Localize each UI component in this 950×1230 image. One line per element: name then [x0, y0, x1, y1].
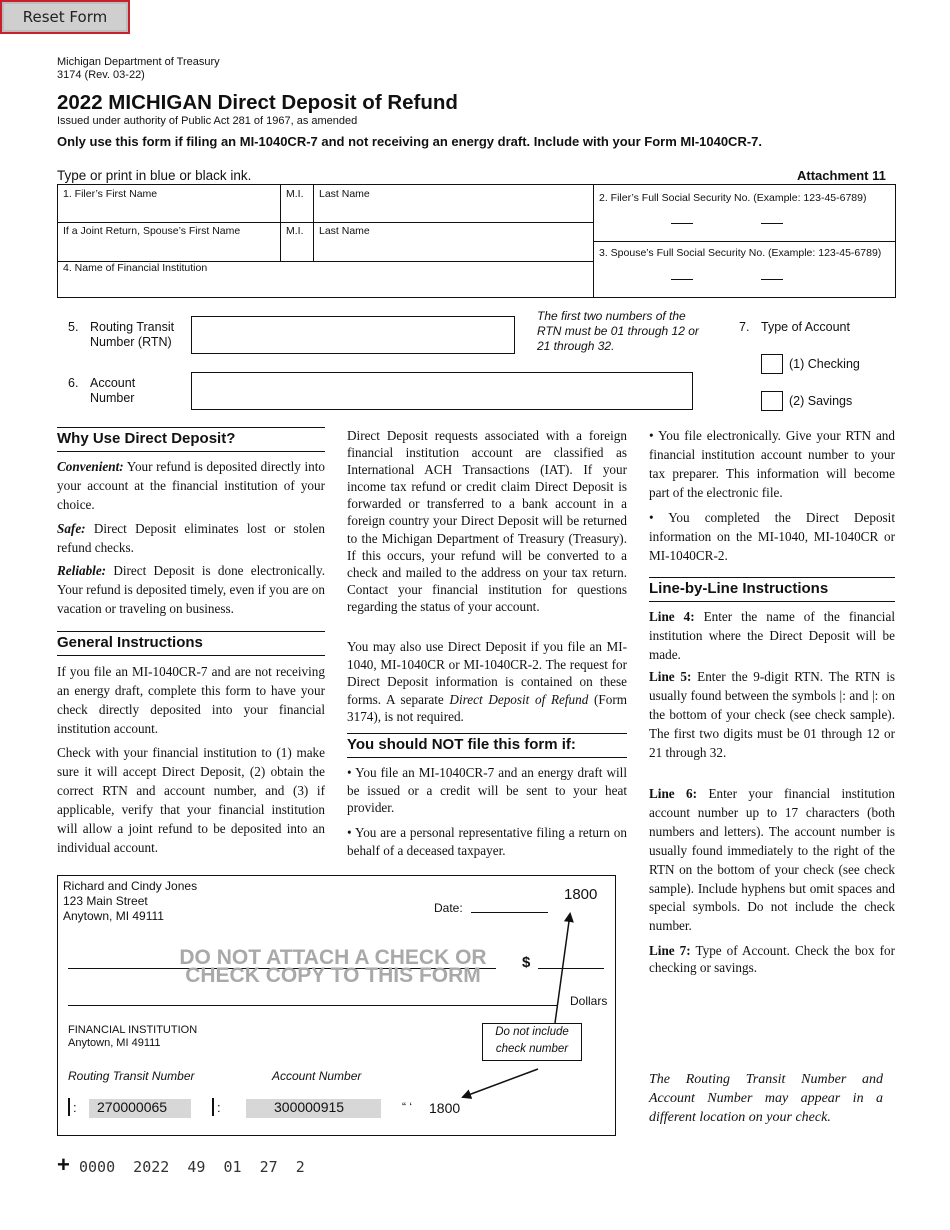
micr-check-number: 1800: [429, 1100, 461, 1116]
iat-paragraph: Direct Deposit requests associated with a foreign financial institution account are classified as International ACH Transactions (IAT). If your income tax refund or credit claim Direct Deposit is forwarded or transferred to a bank account in a foreign country your Direct Deposit will be returned to the Michigan Department of Treasury (Treasury). If this occurs, your refund will be converted to a check and mailed to the address on your tax return. Contact your financial institution for questions regarding the status of your account.: [347, 428, 627, 614]
date-label: Date:: [434, 901, 463, 915]
line-4-instruction: Line 4: Enter the name of the financial institution where the Direct Deposit will be made.: [649, 609, 895, 662]
rtn-line-number: 5.: [68, 320, 79, 334]
payer-name: Richard and Cindy Jones: [63, 879, 198, 893]
authority-text: Issued under authority of Public Act 281 of 1967, as amended: [57, 115, 358, 127]
micr-colon: :: [73, 1100, 77, 1115]
rtn-note: The first two numbers of the RTN must be 01 through 12 or 21 through 32.: [537, 309, 699, 353]
callout-line-1: Do not include: [495, 1026, 569, 1038]
micr-colon: :: [217, 1100, 221, 1115]
grid-right-border: [895, 184, 896, 298]
rtn-caption: Routing Transit Number: [68, 1069, 195, 1083]
dollars-label: Dollars: [570, 994, 608, 1008]
check-sample: [57, 875, 616, 1136]
micr-number-arrow: [463, 1069, 538, 1097]
rtn-input[interactable]: [191, 316, 515, 354]
account-label: Account Number: [90, 376, 136, 405]
payer-street: 123 Main Street: [63, 894, 148, 908]
grid-row-rule: [593, 241, 895, 242]
micr-check-symbol: “ ‘: [402, 1100, 412, 1114]
savings-label: (2) Savings: [789, 394, 853, 408]
section-rule: [57, 427, 325, 428]
checking-label: (1) Checking: [789, 357, 860, 371]
checking-checkbox[interactable]: [761, 354, 783, 374]
plus-mark: +: [57, 1152, 70, 1177]
section-rule: [347, 757, 627, 758]
check-number-arrow: [555, 914, 570, 1023]
grid-bottom-rule: [57, 297, 895, 298]
bank-name: FINANCIAL INSTITUTION: [68, 1024, 198, 1036]
rtn-label: Routing Transit Number (RTN): [90, 320, 175, 349]
ink-instruction: Type or print in blue or black ink.: [57, 168, 252, 183]
section-rule: [57, 631, 325, 632]
account-caption: Account Number: [272, 1069, 362, 1083]
filer-first-name-field[interactable]: 1. Filer’s First Name: [63, 188, 158, 200]
section-rule: [649, 577, 895, 578]
arrow-overlay: [58, 876, 617, 1137]
check-rtn-value: 270000065: [89, 1099, 191, 1118]
dollar-sign: $: [522, 954, 531, 971]
not-file-bullet: • You file electronically. Give your RTN and financial institution account number to your tax preparer. This information will become part of the electronic file.: [649, 428, 895, 500]
check-location-note: The Routing Transit Number and Account Number may appear in a different location on your check.: [649, 1072, 883, 1125]
account-type-line-number: 7.: [739, 320, 750, 334]
section-rule: [347, 733, 627, 734]
general-paragraph-2: Check with your financial institution to (1) make sure it will accept Direct Deposit, (2) obtain the correct RTN and account number, and (3) if applicable, verify that your financial institution will allow a joint refund to be deposited into an individual account.: [57, 745, 325, 855]
attachment-number: Attachment 11: [797, 168, 886, 183]
safe-paragraph: Safe: Direct Deposit eliminates lost or stolen refund checks.: [57, 521, 325, 555]
form-barcode-number: 0000 2022 49 01 27 2: [79, 1158, 305, 1176]
filing-notice: Only use this form if filing an MI-1040CR-7 and not receiving an energy draft. Include with your Form MI-1040CR-7.: [57, 134, 763, 149]
filer-mi-field[interactable]: M.I.: [286, 188, 304, 200]
section-rule: [649, 601, 895, 602]
grid-left-border: [57, 184, 58, 298]
spouse-mi-field[interactable]: M.I.: [286, 225, 304, 237]
watermark-line-1: DO NOT ATTACH A CHECK OR: [179, 946, 487, 969]
page-title: 2022 MICHIGAN Direct Deposit of Refund: [57, 91, 458, 114]
check-account-value: 300000915: [246, 1099, 381, 1118]
line-6-instruction: Line 6: Enter your financial institution account number up to 17 characters (both numbers and letters). The account number is usually found immediately to the right of the RTN on the bottom of your check (see check sample). Include hyphens but omit spaces and special symbols. Do not include the check number.: [649, 786, 895, 934]
check-number: 1800: [564, 886, 598, 903]
reliable-paragraph: Reliable: Direct Deposit is done electronically. Your refund is deposited timely, even if you are on vacation or traveling on business.: [57, 563, 325, 616]
form-revision: 3174 (Rev. 03-22): [57, 69, 145, 81]
savings-checkbox[interactable]: [761, 391, 783, 411]
grid-top-rule: [57, 184, 895, 185]
why-direct-deposit-heading: Why Use Direct Deposit?: [57, 430, 236, 447]
watermark-line-2: CHECK COPY TO THIS FORM: [185, 964, 481, 987]
ssn-separator: [671, 223, 693, 224]
not-file-bullet: • You completed the Direct Deposit information on the MI-1040, MI-1040CR or MI-1040CR-2.: [649, 510, 895, 563]
general-instructions-heading: General Instructions: [57, 634, 203, 651]
ssn-separator: [761, 223, 783, 224]
convenient-paragraph: Convenient: Your refund is deposited directly into your account at the financial institution of your choice.: [57, 459, 325, 512]
spouse-last-name-field[interactable]: Last Name: [319, 225, 370, 237]
filer-last-name-field[interactable]: Last Name: [319, 188, 370, 200]
not-file-heading: You should NOT file this form if:: [347, 736, 576, 753]
spouse-ssn-field[interactable]: 3. Spouse’s Full Social Security No. (Example: 123-45-6789): [599, 247, 882, 259]
account-line-number: 6.: [68, 376, 79, 390]
filer-ssn-field[interactable]: 2. Filer’s Full Social Security No. (Example: 123-45-6789): [599, 192, 867, 204]
other-forms-paragraph: You may also use Direct Deposit if you file an MI-1040, MI-1040CR or MI-1040CR-2. The request for Direct Deposit information is contained on these forms. A separate Direct Deposit of Refund (Form 3174), is not required.: [347, 639, 628, 724]
spouse-first-name-field[interactable]: If a Joint Return, Spouse’s First Name: [63, 225, 241, 237]
ssn-separator: [761, 279, 783, 280]
line-by-line-heading: Line-by-Line Instructions: [649, 580, 829, 597]
reset-form-button[interactable]: Reset Form: [0, 0, 130, 34]
account-number-input[interactable]: [191, 372, 693, 410]
account-type-label: Type of Account: [761, 320, 850, 334]
line-5-instruction: Line 5: Enter the 9-digit RTN. The RTN is usually found between the symbols |: and |: on the bottom of your check (see check sample). The first two digits must be 01 through 12 or 21 through 32.: [649, 669, 895, 760]
section-rule: [57, 451, 325, 452]
general-paragraph-1: If you file an MI-1040CR-7 and are not receiving an energy draft, complete this form to have your check directly deposited into your financial institution account.: [57, 664, 325, 736]
line-7-instruction: Line 7: Type of Account. Check the box for checking or savings.: [649, 943, 896, 975]
financial-institution-field[interactable]: 4. Name of Financial Institution: [63, 262, 208, 274]
not-file-bullet: • You are a personal representative filing a return on behalf of a deceased taxpayer.: [347, 825, 627, 858]
payer-city: Anytown, MI 49111: [63, 909, 164, 923]
section-rule: [57, 655, 325, 656]
ssn-separator: [671, 279, 693, 280]
bank-city: Anytown, MI 49111: [68, 1037, 161, 1049]
callout-line-2: check number: [495, 1043, 569, 1055]
not-file-bullet: • You file an MI-1040CR-7 and an energy draft will be issued or a credit will be sent to your heat provider.: [347, 765, 627, 815]
grid-row-rule: [57, 222, 593, 223]
department-name: Michigan Department of Treasury: [57, 56, 220, 68]
